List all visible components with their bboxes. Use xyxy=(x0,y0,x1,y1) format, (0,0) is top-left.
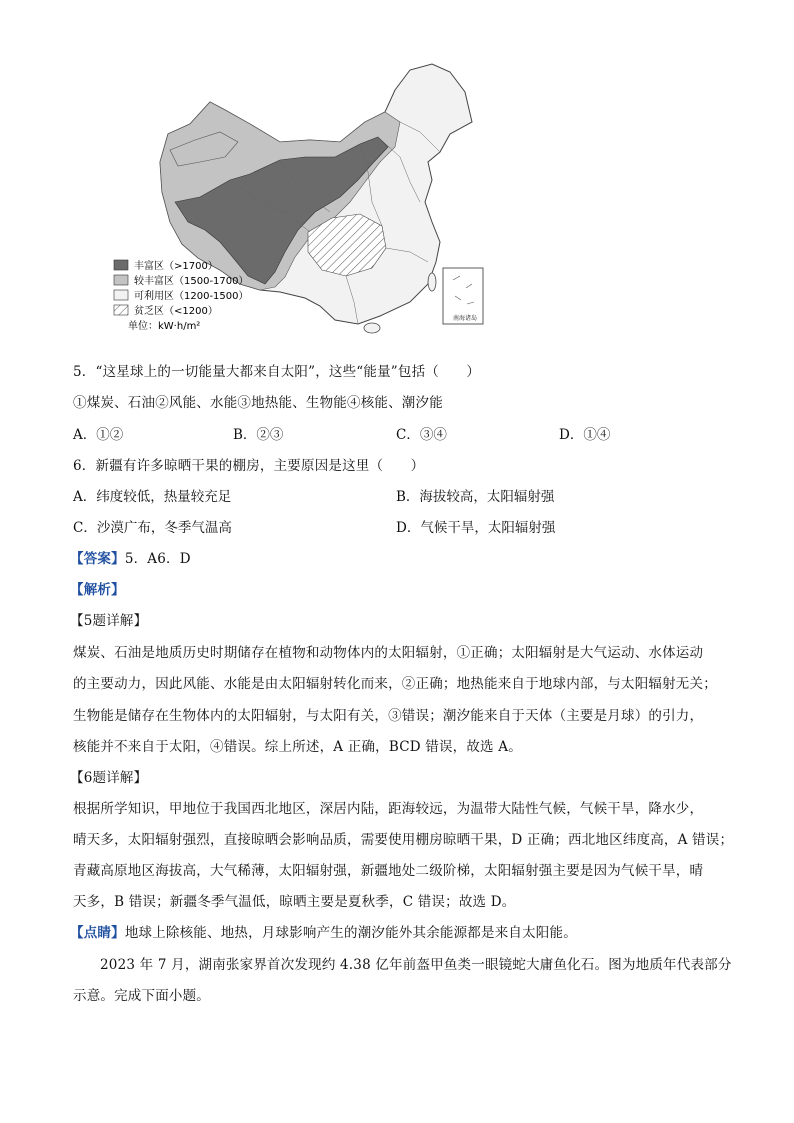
q5-option-a: A．①② xyxy=(73,427,124,443)
answer-line xyxy=(70,547,191,567)
legend-poor: 贫乏区（<1200） xyxy=(134,306,218,317)
d5-line-1: 煤炭、石油是地质历史时期储存在植物和动物体内的太阳辐射，①正确；太阳辐射是大气运动、水体运动 xyxy=(73,645,704,661)
solar-radiation-map xyxy=(110,62,500,334)
legend-unit: 单位：kW·h/m² xyxy=(128,321,201,332)
answer-tag: 【答案】 xyxy=(70,551,125,567)
q5-stem: 5．“这星球上的一切能量大都来自太阳”，这些“能量”包括（ ） xyxy=(73,364,481,380)
q5-option-b: B．②③ xyxy=(233,427,284,443)
analysis-tag: 【解析】 xyxy=(70,582,125,598)
point-line xyxy=(70,921,577,941)
intro-line-2: 示意。完成下面小题。 xyxy=(73,988,210,1004)
q6-option-a: A．纬度较低，热量较充足 xyxy=(73,489,232,505)
d5-line-4: 核能并不来自于太阳，④错误。综上所述，A 正确，BCD 错误，故选 A。 xyxy=(73,739,522,755)
q6-option-c: C．沙漠广布，冬季气温高 xyxy=(73,520,232,536)
point-tag: 【点睛】 xyxy=(70,925,125,941)
d5-tag: 【5题详解】 xyxy=(70,613,148,629)
point-text: 地球上除核能、地热，月球影响产生的潮汐能外其余能源都是来自太阳能。 xyxy=(124,925,577,941)
d6-line-4: 天多，B 错误；新疆冬季气温低，晾晒主要是夏秋季，C 错误；故选 D。 xyxy=(73,894,516,910)
d5-line-3: 生物能是储存在生物体内的太阳辐射，与太阳有关，③错误；潮汐能来自于天体（主要是月球）的引力， xyxy=(73,708,704,724)
q5-option-d: D．①④ xyxy=(559,427,611,443)
q5-items: ①煤炭、石油②风能、水能③地热能、生物能④核能、潮汐能 xyxy=(73,395,443,411)
q5-option-c: C．③④ xyxy=(396,427,447,443)
inset-label: 南海诸岛 xyxy=(453,315,478,322)
d6-line-1: 根据所学知识，甲地位于我国西北地区，深居内陆，距海较远，为温带大陆性气候，气候干旱，降水少， xyxy=(73,801,704,817)
intro-line-1: 2023 年 7 月，湖南张家界首次发现约 4.38 亿年前盔甲鱼类一眼镜蛇大庸鱼化石。图为地质年代表部分 xyxy=(100,957,732,973)
q6-option-d: D．气候干旱，太阳辐射强 xyxy=(396,520,556,536)
d5-line-2: 的主要动力，因此风能、水能是由太阳辐射转化而来，②正确；地热能来自于地球内部，与太阳辐射无关； xyxy=(73,676,717,692)
q6-stem: 6．新疆有许多晾晒干果的棚房，主要原因是这里（ ） xyxy=(73,458,425,474)
d6-line-3: 青藏高原地区海拔高，大气稀薄，太阳辐射强，新疆地处二级阶梯，太阳辐射强主要是因为气候干旱，晴 xyxy=(73,863,704,879)
d6-tag: 【6题详解】 xyxy=(70,770,148,786)
d6-line-2: 晴天多，太阳辐射强烈，直接晾晒会影响品质，需要使用棚房晾晒干果，D 正确；西北地区纬度高，A 错误； xyxy=(73,832,734,848)
legend-moderate: 较丰富区（1500-1700） xyxy=(134,276,249,287)
answer-text: 5．A6．D xyxy=(124,551,191,567)
legend-rich: 丰富区（>1700） xyxy=(134,261,218,272)
q6-option-b: B．海拔较高，太阳辐射强 xyxy=(396,489,555,505)
legend-usable: 可利用区（1200-1500） xyxy=(134,291,249,302)
